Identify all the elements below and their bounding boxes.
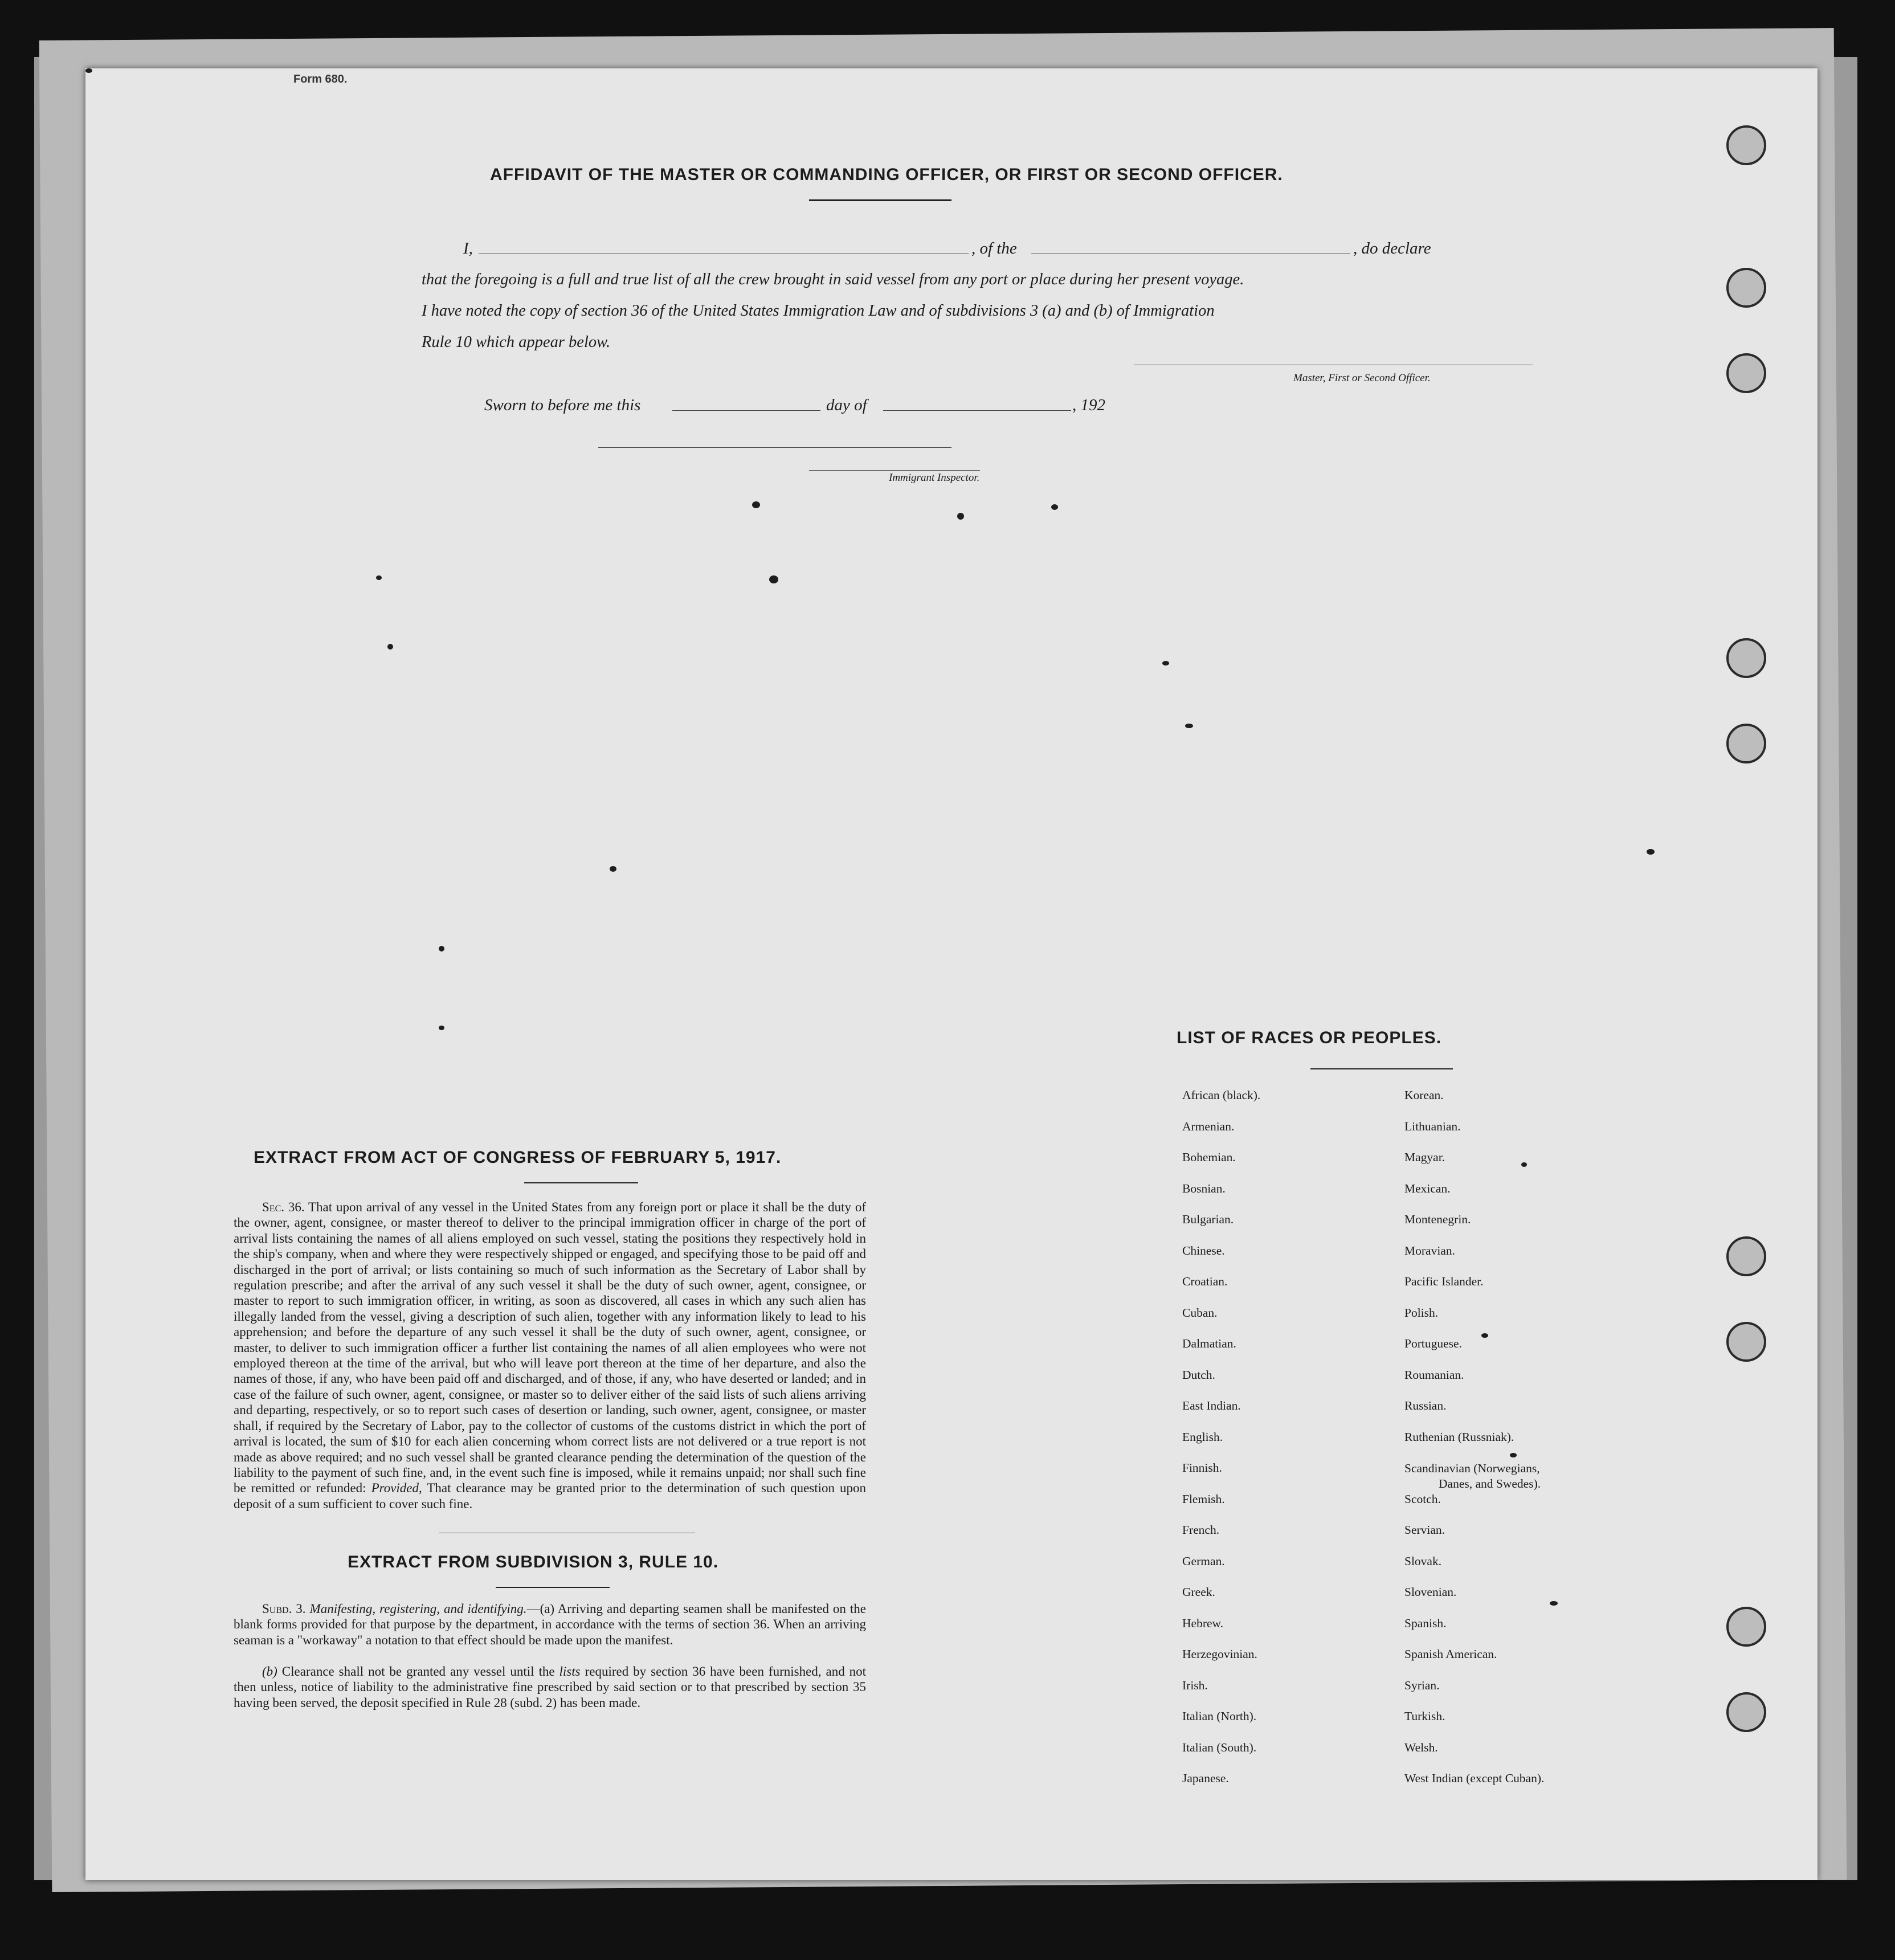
of-the-label: , of the: [971, 239, 1017, 258]
para-b-label: (b): [262, 1664, 277, 1679]
ink-speck: [439, 946, 444, 952]
punch-hole: [1726, 353, 1766, 393]
race-item: Croatian.: [1182, 1275, 1228, 1288]
races-title: LIST OF RACES OR PEOPLES.: [1177, 1028, 1442, 1047]
punch-hole: [1726, 125, 1766, 165]
ink-speck: [85, 68, 92, 73]
ink-speck: [1510, 1453, 1517, 1457]
act-section-36-text: [234, 1199, 866, 1512]
race-item: Italian (North).: [1182, 1709, 1257, 1723]
ink-speck: [1550, 1601, 1558, 1606]
race-item: African (black).: [1182, 1088, 1261, 1102]
race-item: Slovak.: [1404, 1554, 1442, 1568]
act-title: EXTRACT FROM ACT OF CONGRESS OF FEBRUARY 5, 1917.: [254, 1148, 782, 1167]
race-item: Scotch.: [1404, 1492, 1441, 1506]
ink-speck: [1481, 1333, 1488, 1338]
race-item: Lithuanian.: [1404, 1119, 1461, 1133]
affidavit-line-1: that the foregoing is a full and true list of all the crew brought in said vessel from any port or place during her present voyage.: [422, 271, 1244, 288]
race-item: East Indian.: [1182, 1399, 1241, 1412]
race-item: Italian (South).: [1182, 1740, 1257, 1754]
ink-speck: [1162, 661, 1169, 665]
sec-body-end: That clearance may be granted prior to the determination of such question upon deposit of a sum sufficient to cover such fine.: [234, 1481, 866, 1511]
race-item: Portuguese.: [1404, 1337, 1462, 1350]
punch-hole: [1726, 1692, 1766, 1732]
ink-speck: [376, 575, 382, 580]
ink-speck: [957, 513, 964, 520]
ink-speck: [1051, 504, 1058, 510]
race-item: Hebrew.: [1182, 1616, 1224, 1630]
rule-title-underline: [496, 1587, 610, 1588]
race-item: Spanish American.: [1404, 1647, 1497, 1661]
year-label: , 192: [1072, 396, 1105, 414]
ink-speck: [1185, 724, 1193, 728]
ink-speck: [1647, 849, 1655, 855]
race-item: Magyar.: [1404, 1150, 1445, 1164]
title-underline: [809, 199, 951, 201]
race-item-continuation: Danes, and Swedes).: [1439, 1477, 1541, 1491]
race-item: Cuban.: [1182, 1305, 1218, 1320]
inspector-line-2: [809, 470, 980, 471]
affidavit-line-2: I have noted the copy of section 36 of the United States Immigration Law and of subdivisions 3 (a) and (b) of Immigration: [422, 302, 1215, 320]
i-label: I,: [463, 239, 473, 258]
form-number: Form 680.: [293, 73, 348, 85]
rule-title: EXTRACT FROM SUBDIVISION 3, RULE 10.: [348, 1553, 719, 1571]
race-item: Japanese.: [1182, 1771, 1229, 1785]
race-item: Bosnian.: [1182, 1181, 1226, 1195]
race-item: Flemish.: [1182, 1492, 1225, 1506]
ink-speck: [752, 501, 760, 508]
inspector-label: Immigrant Inspector.: [889, 472, 980, 484]
race-item: Montenegrin.: [1404, 1212, 1471, 1226]
race-item: Pacific Islander.: [1404, 1275, 1484, 1288]
race-item: Herzegovinian.: [1182, 1647, 1257, 1661]
sworn-label: Sworn to before me this: [484, 396, 641, 414]
race-item: English.: [1182, 1430, 1223, 1444]
para-b-text: required by section 36 have been furnished, and not then unless, notice of liability to the administrative fine prescribed by said section or to that prescribed by section 35 having been served, the deposit specified in Rule 28 (subd. 2) has been made.: [234, 1664, 867, 1710]
subd-para-a: —(a) Arriving and departing seamen shall be manifested on the blank forms provided for that purpose by the department, in accordance with the terms of section 36. When an arriving seaman is a "workaway" a notation to that effect should be made upon the manifest.: [234, 1602, 867, 1647]
sec-body: That upon arrival of any vessel in the United States from any foreign port or place it shall be the duty of the owner, agent, consignee, or master thereof to deliver to the principal immigration officer in charge of the port of arrival lists containing the names of all aliens employed on such vessel, stating the positions they respectively hold in the ship's company, when and where they were respectively shipped or engaged, and specifying those to be paid off and discharged in the port of arrival; or lists containing so much of such information as the Secretary of Labor shall by regulation prescribe; and after the arrival of any such vessel it shall be the duty of such owner, agent, consignee, or master to report to such immigration officer, in writing, as soon as discovered, all cases in which any such alien has illegally landed from the vessel, giving a description of such alien, together with any information likely to lead to his apprehension; and before the departure of any such vessel it shall be the duty of such owner, agent, consignee, or master, to deliver to such immigration officer a further list containing the names of all alien employees who were not employed thereon at the time of the arrival, but who will leave port thereon at the time of her departure, and also the names of those, if any, who have been paid off and discharged, and of those, if any, who have deserted or landed; and in case of the failure of such owner, agent, consignee, or master so to deliver either of the said lists of such aliens arriving and departing, respectively, or so to report such cases of desertion or landing, such owner, agent, consignee, or master shall, if required by the Secretary of Labor, pay to the collector of customs of the customs district in which the port of arrival is located, the sum of $10 for each alien concerning whom correct lists are not delivered or a true report is not made as above required; and no such vessel shall be granted clearance pending the determination of the question of the liability to the payment of such fine, and, in the event such fine is imposed, while it remains unpaid; nor shall such fine be remitted or refunded:: [234, 1200, 866, 1496]
month-blank-line: [883, 410, 1071, 411]
race-item: Bohemian.: [1182, 1150, 1236, 1164]
race-item: [1404, 1461, 1544, 1492]
punch-hole: [1726, 268, 1766, 308]
signature-label: Master, First or Second Officer.: [1293, 372, 1431, 384]
race-item: Polish.: [1404, 1305, 1439, 1320]
race-item: Syrian.: [1404, 1678, 1440, 1692]
inspector-line: [598, 447, 951, 448]
day-of-label: day of: [826, 396, 867, 414]
race-item: Greek.: [1182, 1585, 1215, 1599]
race-item: Ruthenian (Russniak).: [1404, 1430, 1514, 1444]
ink-speck: [610, 866, 616, 872]
punch-hole: [1726, 1322, 1766, 1362]
ink-speck: [1521, 1162, 1527, 1167]
races-right-column: [1404, 1088, 1544, 1803]
race-item: Welsh.: [1404, 1740, 1438, 1754]
races-left-column: [1182, 1088, 1260, 1803]
race-item: Turkish.: [1404, 1709, 1445, 1723]
subd-heading: Manifesting, registering, and identifying.: [309, 1602, 527, 1616]
ink-speck: [387, 644, 393, 650]
race-item: Korean.: [1404, 1088, 1444, 1102]
race-item: Finnish.: [1182, 1461, 1222, 1475]
race-item: Dutch.: [1182, 1367, 1215, 1382]
race-item: Moravian.: [1404, 1243, 1455, 1257]
race-item: Servian.: [1404, 1523, 1445, 1537]
rule-para-a: [234, 1601, 866, 1648]
subd-label: Subd. 3.: [262, 1602, 306, 1616]
para-b-pre: Clearance shall not be granted any vessel until the: [281, 1664, 555, 1679]
punch-hole: [1726, 1607, 1766, 1647]
rule-para-b: [234, 1664, 866, 1710]
race-item: Spanish.: [1404, 1616, 1447, 1630]
race-item: Slovenian.: [1404, 1585, 1457, 1599]
para-b-lists: lists: [559, 1664, 581, 1679]
punch-hole: [1726, 1236, 1766, 1276]
race-item: Russian.: [1404, 1399, 1447, 1412]
race-item: French.: [1182, 1523, 1220, 1537]
race-item: German.: [1182, 1554, 1225, 1568]
ink-speck: [439, 1026, 444, 1030]
race-item: Irish.: [1182, 1678, 1208, 1692]
race-item: Armenian.: [1182, 1119, 1235, 1133]
day-blank-line: [672, 410, 820, 411]
affidavit-line-3: Rule 10 which appear below.: [422, 333, 611, 351]
punch-hole: [1726, 724, 1766, 763]
race-item-part: Scandinavian (Norwegians,: [1404, 1461, 1540, 1475]
act-title-underline: [524, 1182, 638, 1183]
form-page: [85, 68, 1818, 1880]
sec-label: Sec. 36.: [262, 1200, 305, 1214]
race-item: Chinese.: [1182, 1243, 1225, 1257]
race-item: Mexican.: [1404, 1181, 1451, 1195]
race-item: West Indian (except Cuban).: [1404, 1771, 1545, 1785]
affidavit-title: AFFIDAVIT OF THE MASTER OR COMMANDING OFFICER, OR FIRST OR SECOND OFFICER.: [490, 165, 1283, 184]
ink-speck: [769, 575, 778, 583]
provided-word: Provided,: [371, 1481, 422, 1496]
do-declare-label: , do declare: [1353, 239, 1431, 258]
race-item: Roumanian.: [1404, 1367, 1464, 1382]
race-item: Dalmatian.: [1182, 1337, 1236, 1350]
race-item: Bulgarian.: [1182, 1212, 1234, 1226]
punch-hole: [1726, 638, 1766, 678]
races-title-underline: [1310, 1068, 1453, 1069]
